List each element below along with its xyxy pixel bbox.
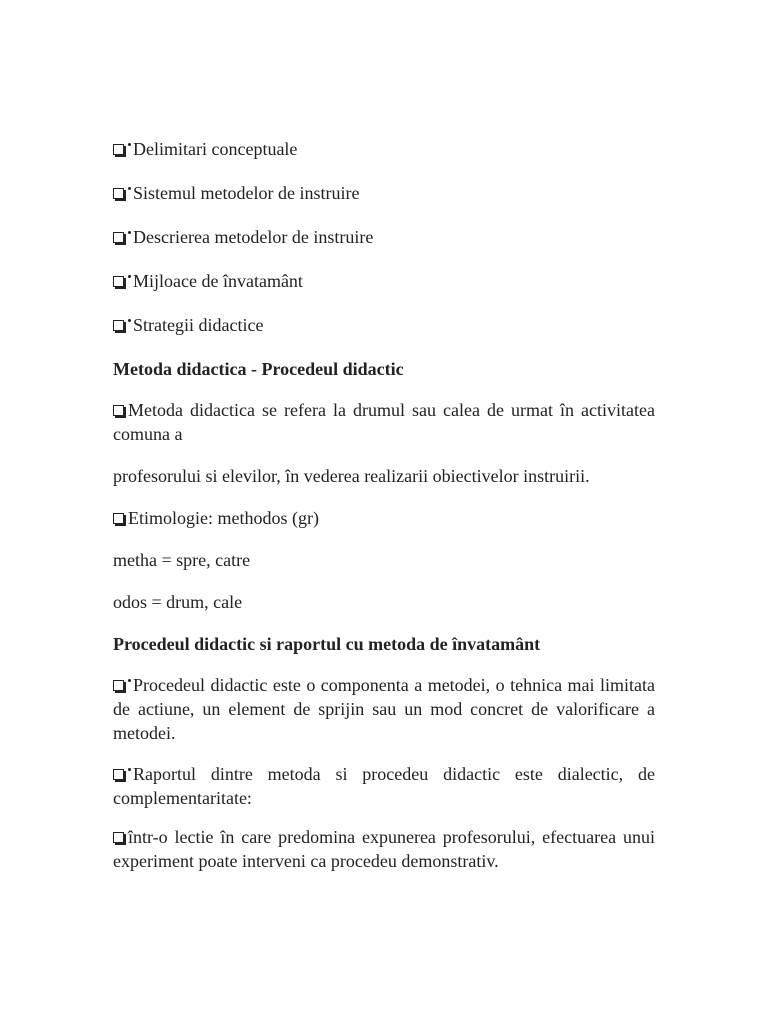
bullet-item-mijloace <box>113 269 655 293</box>
checkbox-bullet-icon <box>113 405 124 416</box>
paragraph-etimologie <box>113 506 655 530</box>
paragraph-text: Raportul dintre metoda si procedeu didactic este dialectic, de complementaritate: <box>113 764 655 808</box>
bullet-item-descrierea <box>113 225 655 249</box>
checkbox-bullet-icon <box>113 680 124 691</box>
section-heading-procedeul: Procedeul didactic si raportul cu metoda de învatamânt <box>113 634 541 654</box>
document-page <box>113 134 655 873</box>
checkbox-bullet-icon <box>113 769 124 780</box>
paragraph-lectie <box>113 825 655 873</box>
dot-icon <box>128 319 131 322</box>
dot-icon <box>128 231 131 234</box>
dot-icon <box>128 275 131 278</box>
paragraph-odos: odos = drum, cale <box>113 592 243 612</box>
checkbox-bullet-icon <box>113 276 124 287</box>
checkbox-bullet-icon <box>113 832 124 843</box>
paragraph-text: Procedeul didactic este o componenta a metodei, o tehnica mai limitata de actiune, un element de sprijin sau un mod concret de valorificare a metodei. <box>113 675 655 743</box>
paragraph-text: Metoda didactica se refera la drumul sau calea de urmat în activitatea comuna a <box>113 400 655 444</box>
paragraph-text: Etimologie: methodos (gr) <box>128 508 319 528</box>
dot-icon <box>128 187 131 190</box>
checkbox-bullet-icon <box>113 232 124 243</box>
checkbox-bullet-icon <box>113 320 124 331</box>
dot-icon <box>128 679 131 682</box>
checkbox-bullet-icon <box>113 513 124 524</box>
bullet-text: Delimitari conceptuale <box>133 139 298 159</box>
dot-icon <box>128 143 131 146</box>
bullet-text: Strategii didactice <box>133 315 264 335</box>
bullet-text: Descrierea metodelor de instruire <box>133 227 374 247</box>
bullet-text: Sistemul metodelor de instruire <box>133 183 360 203</box>
bullet-item-delimitari <box>113 137 655 161</box>
checkbox-bullet-icon <box>113 144 124 155</box>
paragraph-procedeu <box>113 673 655 745</box>
bullet-item-sistemul <box>113 181 655 205</box>
bullet-text: Mijloace de învatamânt <box>133 271 303 291</box>
dot-icon <box>128 768 131 771</box>
paragraph-metoda <box>113 398 655 446</box>
paragraph-profesorului: profesorului si elevilor, în vederea realizarii obiectivelor instruirii. <box>113 466 590 486</box>
section-heading-metoda: Metoda didactica - Procedeul didactic <box>113 359 404 379</box>
bullet-item-strategii <box>113 313 655 337</box>
paragraph-text: într-o lectie în care predomina expunerea profesorului, efectuarea unui experiment poate interveni ca procedeu demonstrativ. <box>113 827 655 871</box>
paragraph-raport <box>113 762 655 810</box>
paragraph-metha: metha = spre, catre <box>113 550 251 570</box>
checkbox-bullet-icon <box>113 188 124 199</box>
